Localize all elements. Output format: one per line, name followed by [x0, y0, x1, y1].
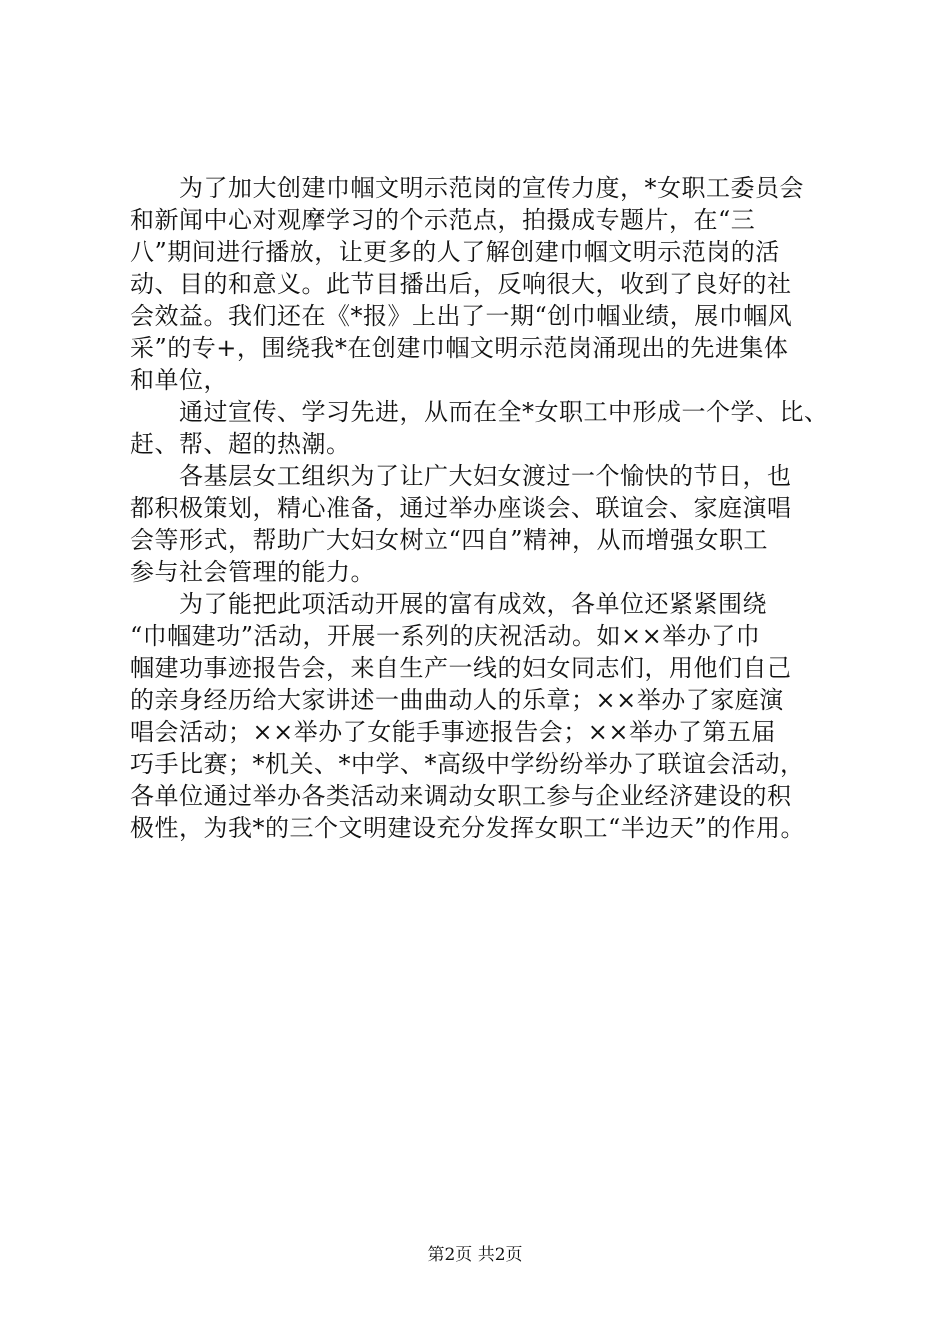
- text-line: 会效益。我们还在《*报》上出了一期“创巾帼业绩，展巾帼风: [130, 302, 793, 330]
- text-line: 巧手比赛；*机关、*中学、*高级中学纷纷举办了联谊会活动，: [130, 750, 805, 778]
- paragraph-3: [130, 460, 850, 588]
- paragraph-2: [130, 396, 850, 460]
- paragraph-4: [130, 588, 850, 844]
- text-line: 各基层女工组织为了让广大妇女渡过一个愉快的节日，也: [130, 462, 792, 490]
- text-line: 为了能把此项活动开展的富有成效，各单位还紧紧围绕: [130, 590, 767, 618]
- text-line: 八”期间进行播放，让更多的人了解创建巾帼文明示范岗的活: [130, 238, 780, 266]
- text-line: 会等形式，帮助广大妇女树立“四自”精神，从而增强女职工: [130, 526, 769, 554]
- text-line: 和新闻中心对观摩学习的个示范点，拍摄成专题片，在“三: [130, 206, 756, 234]
- text-line: 参与社会管理的能力。: [130, 558, 375, 586]
- text-line: 极性，为我*的三个文明建设充分发挥女职工“半边天”的作用。: [130, 814, 806, 842]
- text-line: “巾帼建功”活动，开展一系列的庆祝活动。如××举办了巾: [130, 622, 761, 650]
- text-line: 动、目的和意义。此节目播出后，反响很大，收到了良好的社: [130, 270, 792, 298]
- paragraph-1: [130, 172, 850, 396]
- text-line: 赶、帮、超的热潮。: [130, 430, 351, 458]
- text-line: 通过宣传、学习先进，从而在全*女职工中形成一个学、比、: [130, 398, 829, 426]
- text-line: 和单位，: [130, 366, 228, 394]
- text-line: 为了加大创建巾帼文明示范岗的宣传力度，*女职工委员会: [130, 174, 804, 202]
- page-number: 第2页 共2页: [427, 1245, 523, 1265]
- document-body: [130, 172, 850, 844]
- text-line: 的亲身经历给大家讲述一曲曲动人的乐章；××举办了家庭演: [130, 686, 784, 714]
- page-footer: [0, 1244, 950, 1266]
- text-line: 都积极策划，精心准备，通过举办座谈会、联谊会、家庭演唱: [130, 494, 792, 522]
- text-line: 各单位通过举办各类活动来调动女职工参与企业经济建设的积: [130, 782, 792, 810]
- text-line: 唱会活动；××举办了女能手事迹报告会；××举办了第五届: [130, 718, 776, 746]
- text-line: 采”的专+，围绕我*在创建巾帼文明示范岗涌现出的先进集体: [130, 334, 789, 362]
- text-line: 帼建功事迹报告会，来自生产一线的妇女同志们，用他们自己: [130, 654, 792, 682]
